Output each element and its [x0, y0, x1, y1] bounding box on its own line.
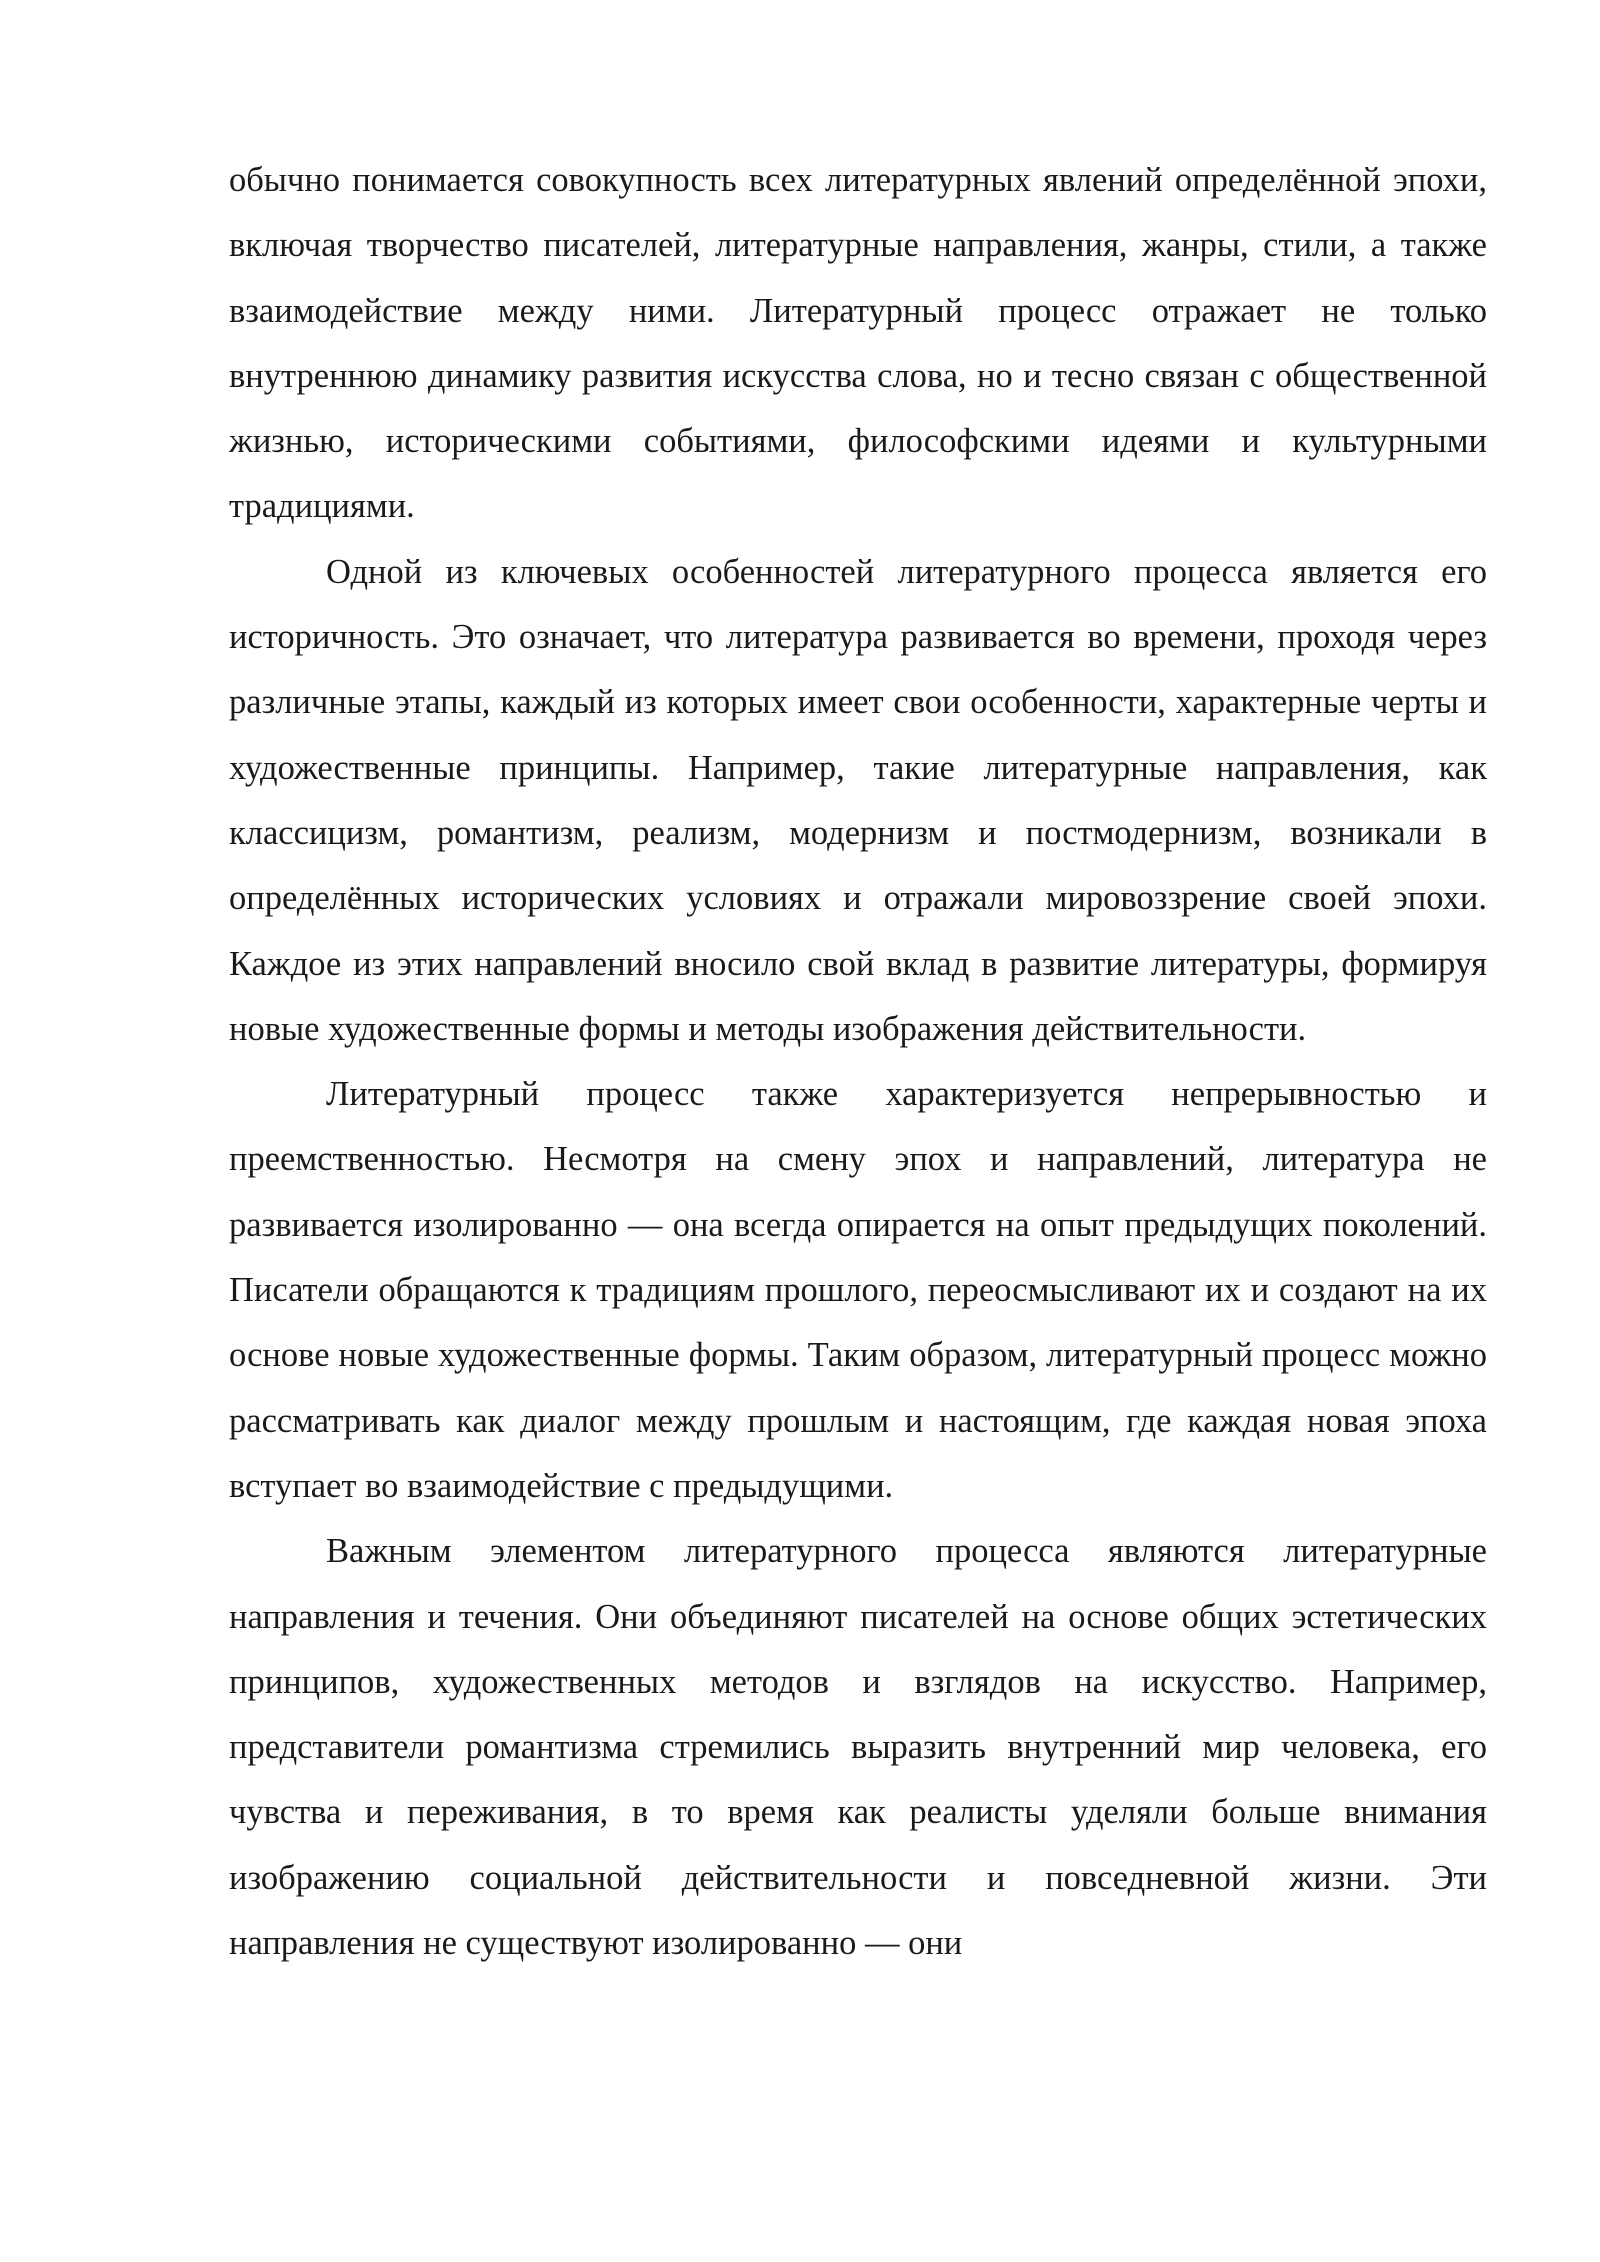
paragraph-3: Литературный процесс также характеризуется непрерывностью и преемственностью. Несмотря на смену эпох и направлений, литература не развивается изолированно — она всегда опирается на опыт предыдущих поколений. Писатели обращаются к традициям прошлого, переосмысливают их и создают на их основе новые художественные формы. Таким образом, литературный процесс можно рассматривать как диалог между прошлым и настоящим, где каждая новая эпоха вступает во взаимодействие с предыдущими.: [229, 1075, 1487, 1505]
paragraph-1: обычно понимается совокупность всех литературных явлений определённой эпохи, включая творчество писателей, литературные направления, жанры, стили, а также взаимодействие между ними. Литературный процесс отражает не только внутреннюю динамику развития искусства слова, но и тесно связан с общественной жизнью, историческими событиями, философскими идеями и культурными традициями.: [229, 161, 1487, 526]
paragraph-2: Одной из ключевых особенностей литературного процесса является его историчность. Это означает, что литература развивается во времени, проходя через различные этапы, каждый из которых имеет свои особенности, характерные черты и художественные принципы. Например, такие литературные направления, как классицизм, романтизм, реализм, модернизм и постмодернизм, возникали в определённых исторических условиях и отражали мировоззрение своей эпохи. Каждое из этих направлений вносило свой вклад в развитие литературы, формируя новые художественные формы и методы изображения действительности.: [229, 552, 1487, 1048]
paragraph-4: Важным элементом литературного процесса являются литературные направления и течения. Они объединяют писателей на основе общих эстетических принципов, художественных методов и взглядов на искусство. Например, представители романтизма стремились выразить внутренний мир человека, его чувства и переживания, в то время как реалисты уделяли больше внимания изображению социальной действительности и повседневной жизни. Эти направления не существуют изолированно — они: [229, 1532, 1487, 1963]
document-body: [229, 148, 1487, 1976]
